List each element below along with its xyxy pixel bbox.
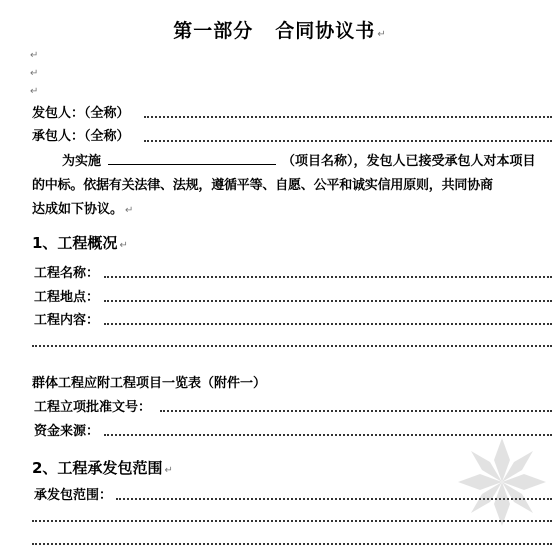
approval-number-fill-line [160, 410, 552, 412]
paragraph-mark-icon: ↵ [164, 465, 173, 476]
project-name-fill-line [104, 276, 552, 278]
intro-prefix: 为实施 [62, 154, 102, 169]
scope-fill-line-3 [32, 543, 552, 545]
paragraph-mark-icon: ↵ [30, 50, 39, 61]
section-1-heading: 1、工程概况 ↵ [32, 234, 128, 252]
paragraph-mark-icon: ↵ [377, 29, 387, 40]
intro-line-3: 达成如下协议。 ↵ [32, 202, 134, 217]
approval-number-label: 工程立项批准文号： [34, 400, 152, 415]
title-part: 第一部分 [173, 20, 254, 42]
funding-source-label: 资金来源： [34, 424, 100, 439]
section-2-heading: 2、工程承发包范围 ↵ [32, 459, 173, 477]
paragraph-mark-icon: ↵ [125, 205, 134, 216]
group-project-note: 群体工程应附工程项目一览表（附件一） [32, 376, 267, 391]
paragraph-mark-icon: ↵ [30, 86, 39, 97]
project-location-label: 工程地点： [34, 290, 100, 305]
contractor-label: 承包人：（全称） [32, 129, 130, 144]
issuer-fill-line [144, 116, 552, 118]
project-content-fill-line [104, 323, 552, 325]
scope-label: 承发包范围： [34, 488, 113, 503]
page-title [0, 16, 560, 43]
project-content-label: 工程内容： [34, 313, 100, 328]
title-name: 合同协议书 [275, 20, 376, 42]
issuer-label: 发包人：（全称） [32, 106, 130, 121]
project-name-blank [108, 164, 276, 165]
snowflake-watermark-icon [452, 432, 552, 532]
paragraph-mark-icon: ↵ [30, 68, 39, 79]
paragraph-mark-icon: ↵ [119, 240, 128, 251]
contractor-fill-line [144, 140, 552, 142]
project-name-label: 工程名称： [34, 266, 100, 281]
project-location-fill-line [104, 300, 552, 302]
project-content-fill-line-2 [32, 345, 552, 347]
intro-suffix: （项目名称），发包人已接受承包人对本项目 [282, 154, 536, 169]
intro-line-2: 的中标。依据有关法律、法规，遵循平等、自愿、公平和诚实信用原则，共同协商 [32, 178, 493, 193]
